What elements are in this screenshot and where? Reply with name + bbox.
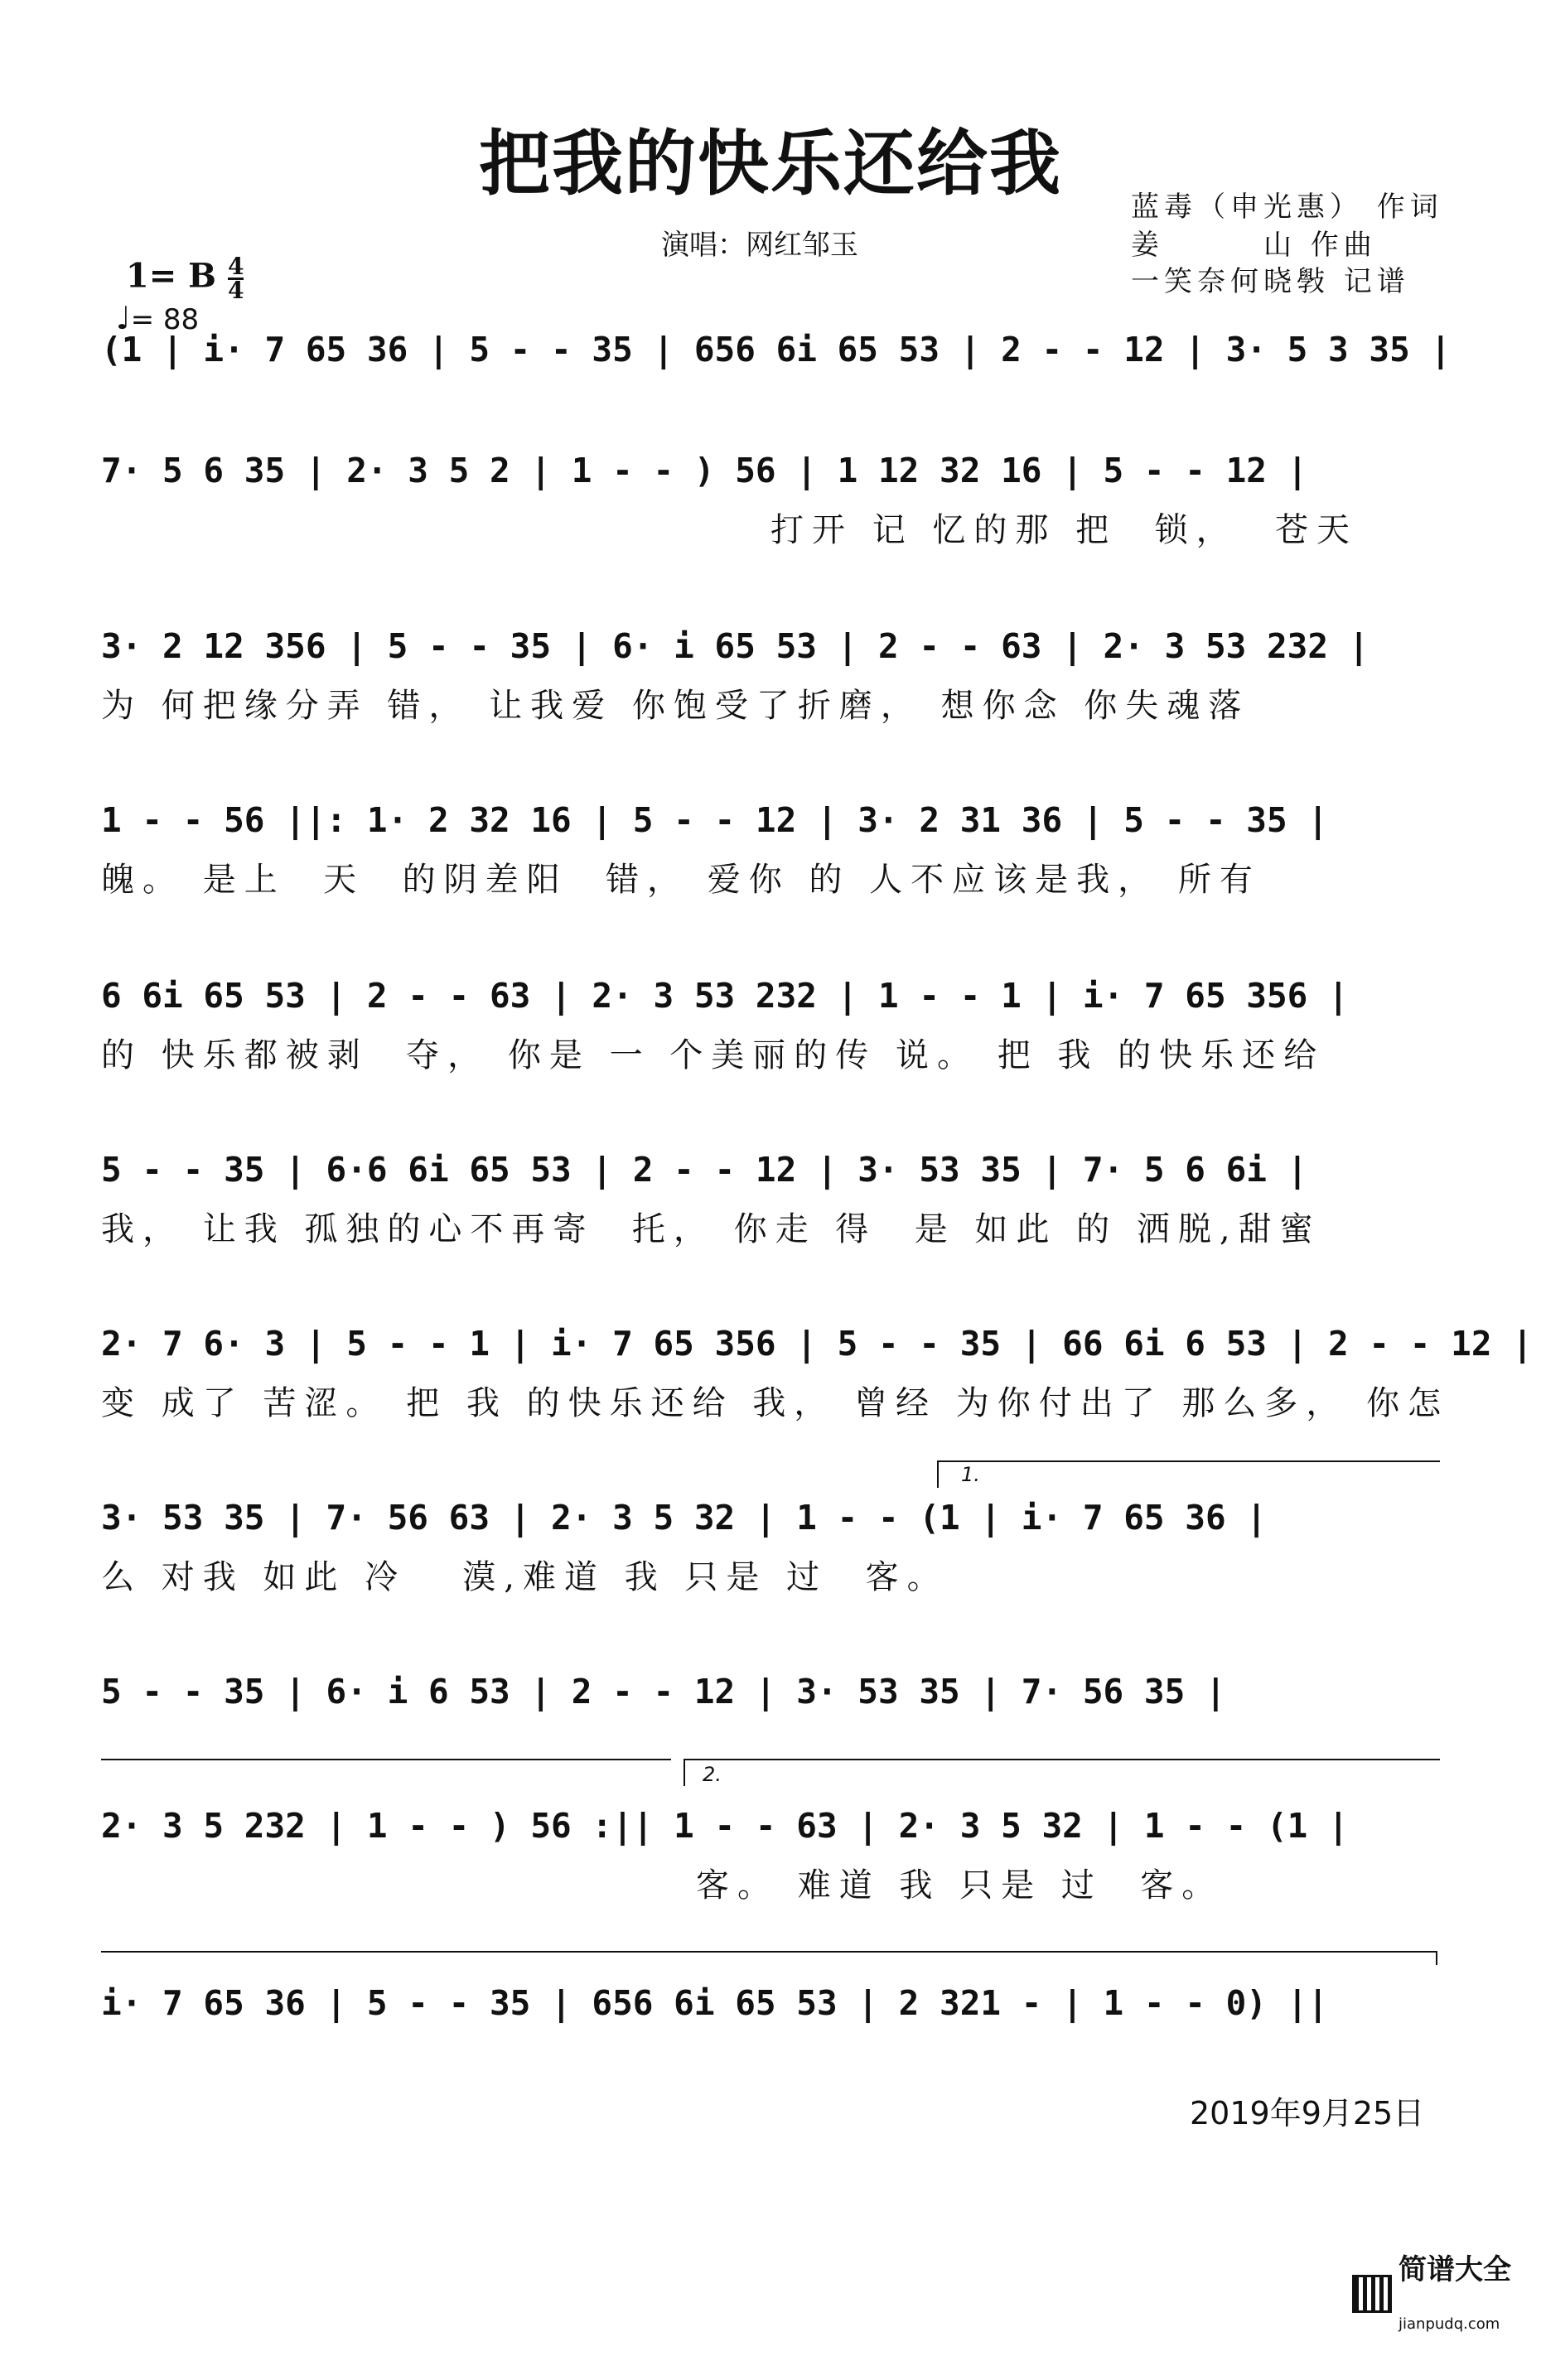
tempo-label: = 88 <box>130 303 200 336</box>
volta-first-bracket <box>938 1461 1440 1488</box>
score-row-4-notes: 1 - - 56 ||: 1· 2 32 16 | 5 - - 12 | 3· 2 31 36 | 5 - - 35 | <box>101 800 1329 840</box>
score-row-4-lyrics: 魄。 是上 天 的阴差阳 错， 爱你 的 人不应该是我， 所有 <box>101 861 1261 899</box>
time-bottom: 4 <box>227 277 244 304</box>
site-logo[interactable] <box>1352 2192 1511 2380</box>
score-row-5-notes: 6 6i 65 53 | 2 - - 63 | 2· 3 53 232 | 1 - - 1 | i· 7 65 356 | <box>101 976 1349 1016</box>
score-row-5-lyrics: 的 快乐都被剥 夺， 你是 一 个美丽的传 说。 把 我 的快乐还给 <box>101 1036 1326 1074</box>
song-title: 把我的快乐还给我 <box>479 122 1062 205</box>
transcriber-credit: 一笑奈何晓斅 记谱 <box>1131 265 1410 298</box>
score-row-1-notes: (1 | i· 7 65 36 | 5 - - 35 | 656 6i 65 53 | 2 - - 12 | 3· 5 3 35 | <box>101 330 1452 369</box>
volta-second-bracket <box>684 1760 1440 1786</box>
time-top: 4 <box>227 253 244 280</box>
volta-second-label: 2. <box>703 1763 722 1786</box>
score-row-7-lyrics: 变 成了 苦涩。 把 我 的快乐还给 我， 曾经 为你付出了 那么多， 你怎 <box>101 1384 1450 1422</box>
volta-first-label: 1. <box>961 1463 980 1486</box>
score-row-11-notes: i· 7 65 36 | 5 - - 35 | 656 6i 65 53 | 2 321 - | 1 - - 0) || <box>101 1983 1329 2023</box>
score-row-6-notes: 5 - - 35 | 6·6 6i 65 53 | 2 - - 12 | 3· 53 35 | 7· 5 6 6i | <box>101 1150 1308 1190</box>
score-row-2-lyrics: 打开 记 忆的那 把 锁， 苍天 <box>770 511 1359 549</box>
score-row-7-notes: 2· 7 6· 3 | 5 - - 1 | i· 7 65 356 | 5 - - 35 | 66 6i 6 53 | 2 - - 12 | <box>101 1324 1533 1364</box>
composer-credit: 姜 山 作曲 <box>1131 229 1377 262</box>
score-row-8-lyrics: 么 对我 如此 冷 漠,难道 我 只是 过 客。 <box>101 1558 949 1596</box>
singer-credit: 演唱：网红邹玉 <box>661 229 858 262</box>
site-url: jianpudq.com <box>1398 2315 1500 2333</box>
score-row-2-notes: 7· 5 6 35 | 2· 3 5 2 | 1 - - ) 56 | 1 12 32 16 | 5 - - 12 | <box>101 451 1308 490</box>
transcription-date: 2019年9月25日 <box>1190 2095 1425 2131</box>
score-row-10-lyrics: 客。 难道 我 只是 过 客。 <box>696 1866 1224 1904</box>
key-label: 1= B <box>125 256 216 296</box>
score-row-6-lyrics: 我， 让我 孤独的心不再寄 托， 你走 得 是 如此 的 洒脱,甜蜜 <box>101 1210 1321 1248</box>
quarter-note-icon: ♩ <box>115 300 131 336</box>
score-row-3-notes: 3· 2 12 356 | 5 - - 35 | 6· i 65 53 | 2 - - 63 | 2· 3 53 232 | <box>101 626 1370 666</box>
score-row-10-notes: 2· 3 5 232 | 1 - - ) 56 :|| 1 - - 63 | 2· 3 5 32 | 1 - - (1 | <box>101 1806 1349 1846</box>
score-row-3-lyrics: 为 何把缘分弄 错， 让我爱 你饱受了折磨， 想你念 你失魂落 <box>101 687 1250 725</box>
score-row-9-notes: 5 - - 35 | 6· i 6 53 | 2 - - 12 | 3· 53 35 | 7· 56 35 | <box>101 1672 1226 1711</box>
score-row-8-notes: 3· 53 35 | 7· 56 63 | 2· 3 5 32 | 1 - - (1 | i· 7 65 36 | <box>101 1498 1267 1538</box>
final-bracket <box>101 1952 1437 1965</box>
piano-keys-icon <box>1352 2275 1392 2313</box>
lyricist-credit: 蓝毒（申光惠） 作词 <box>1131 191 1443 224</box>
site-brand: 简谱大全 <box>1398 2253 1511 2286</box>
